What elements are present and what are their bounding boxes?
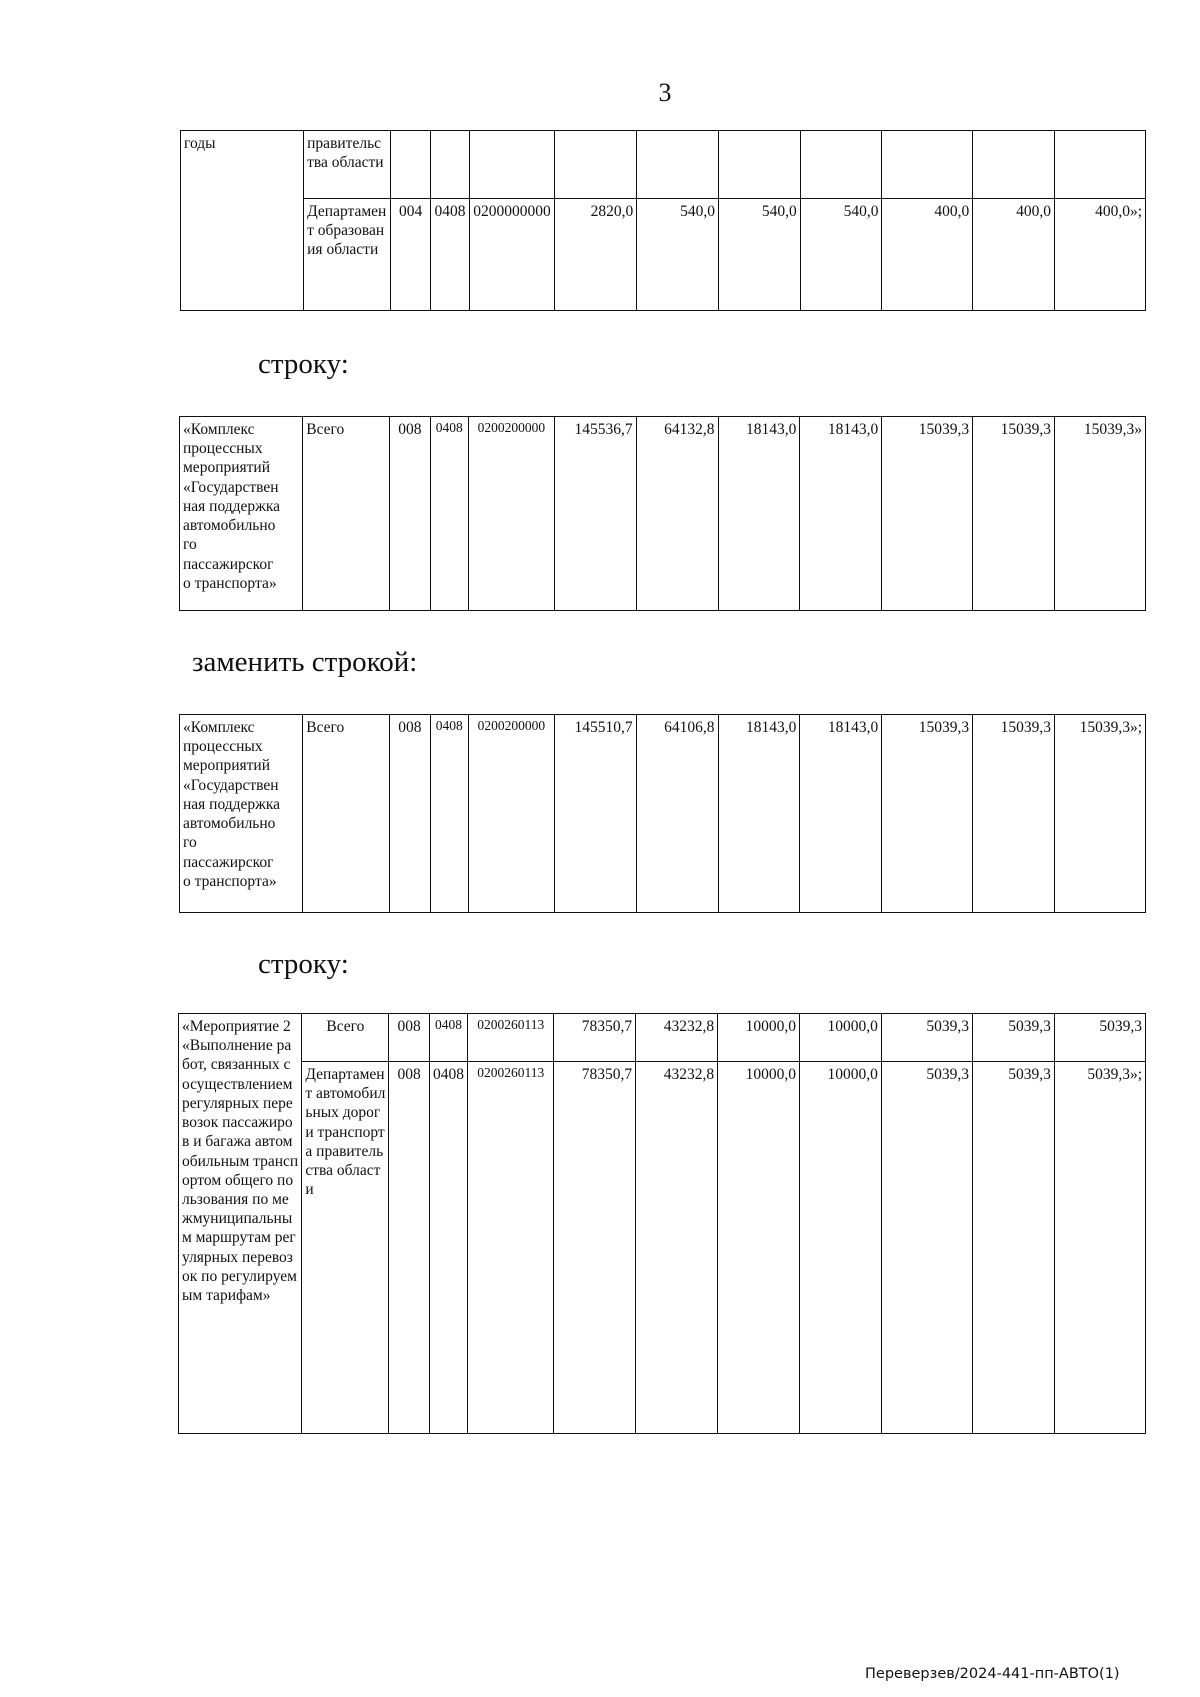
- program-cell: «Комплекс процессных мероприятий «Государствен ная поддержка автомобильно го пассажирског о транспорта»: [180, 417, 303, 611]
- value-cell: 540,0: [637, 199, 719, 311]
- executor-cell: Всего: [303, 417, 390, 611]
- value-cell: 5039,3: [972, 1014, 1054, 1062]
- table-fragment-1: [180, 130, 1146, 311]
- section-code-cell: 0408: [429, 1062, 467, 1434]
- value-cell: 15039,3: [882, 715, 973, 913]
- executor-cell: Всего: [303, 715, 390, 913]
- value-total-cell: 145510,7: [554, 715, 636, 913]
- value-cell: 400,0»;: [1055, 199, 1146, 311]
- value-cell: 10000,0: [718, 1062, 800, 1434]
- value-cell: 5039,3: [972, 1062, 1054, 1434]
- value-cell: 400,0: [882, 199, 973, 311]
- grbs-code-cell: 008: [389, 1014, 429, 1062]
- value-cell: 15039,3: [882, 417, 973, 611]
- value-cell: 10000,0: [718, 1014, 800, 1062]
- value-cell: 5039,3: [881, 1062, 972, 1434]
- value-cell: 18143,0: [800, 715, 882, 913]
- executor-cell: Всего: [302, 1014, 389, 1062]
- executor-cell: правительства области: [304, 131, 391, 199]
- program-cell: «Мероприятие 2 «Выполнение работ, связанных с осуществлением регулярных перевозок пассажиров и багажа автомобильным транспортом общего пользования по межмуниципальным маршрутам регулярных перевозок по регулируемым тарифам»: [179, 1014, 302, 1434]
- instruction-text: строку:: [258, 348, 349, 380]
- value-cell: 400,0: [973, 199, 1055, 311]
- section-code-cell: 0408: [430, 715, 468, 913]
- value-total-cell: 145536,7: [554, 417, 636, 611]
- table-fragment-4: [178, 1013, 1146, 1434]
- value-cell: 540,0: [800, 199, 882, 311]
- value-total-cell: 78350,7: [554, 1062, 636, 1434]
- target-code-cell: 0200000000: [469, 199, 555, 311]
- page-number: 3: [658, 78, 672, 107]
- value-total-cell: 2820,0: [555, 199, 637, 311]
- program-cell: годы: [181, 131, 304, 311]
- grbs-code-cell: 004: [390, 199, 430, 311]
- value-cell: 15039,3»: [1054, 417, 1145, 611]
- value-cell: 15039,3»;: [1054, 715, 1145, 913]
- executor-cell: Департамент образования области: [304, 199, 391, 311]
- value-cell: 43232,8: [636, 1014, 718, 1062]
- table-row: [179, 1062, 1146, 1434]
- target-code-cell: 0200260113: [468, 1014, 554, 1062]
- value-cell: 15039,3: [973, 417, 1055, 611]
- value-cell: 10000,0: [799, 1062, 881, 1434]
- grbs-code-cell: 008: [390, 417, 430, 611]
- program-cell: «Комплекс процессных мероприятий «Государствен ная поддержка автомобильно го пассажирског о транспорта»: [180, 715, 303, 913]
- value-cell: 5039,3: [1054, 1014, 1145, 1062]
- section-code-cell: 0408: [431, 199, 469, 311]
- value-cell: 540,0: [718, 199, 800, 311]
- value-total-cell: 78350,7: [554, 1014, 636, 1062]
- target-code-cell: 0200200000: [468, 417, 554, 611]
- value-cell: 18143,0: [800, 417, 882, 611]
- document-footer-id: Переверзев/2024-441-пп-АВТО(1): [865, 1666, 1120, 1682]
- instruction-text: заменить строкой:: [192, 646, 418, 678]
- table-row: [180, 715, 1146, 913]
- value-cell: 5039,3»;: [1054, 1062, 1145, 1434]
- value-cell: 64132,8: [636, 417, 718, 611]
- table-fragment-2: [179, 416, 1146, 611]
- section-code-cell: 0408: [429, 1014, 467, 1062]
- table-fragment-3: [179, 714, 1146, 913]
- table-row: [179, 1014, 1146, 1062]
- grbs-code-cell: 008: [389, 1062, 429, 1434]
- table-row: [181, 199, 1146, 311]
- value-cell: 5039,3: [881, 1014, 972, 1062]
- instruction-text: строку:: [258, 948, 349, 980]
- target-code-cell: 0200260113: [468, 1062, 554, 1434]
- value-cell: 64106,8: [636, 715, 718, 913]
- value-cell: 10000,0: [799, 1014, 881, 1062]
- table-row: [180, 417, 1146, 611]
- target-code-cell: 0200200000: [468, 715, 554, 913]
- executor-cell: Департамент автомобильных дорог и транспорта правительства области: [302, 1062, 389, 1434]
- value-cell: 18143,0: [718, 417, 800, 611]
- value-cell: 18143,0: [718, 715, 800, 913]
- section-code-cell: 0408: [430, 417, 468, 611]
- grbs-code-cell: 008: [390, 715, 430, 913]
- value-cell: 15039,3: [973, 715, 1055, 913]
- table-row: [181, 131, 1146, 199]
- value-cell: 43232,8: [636, 1062, 718, 1434]
